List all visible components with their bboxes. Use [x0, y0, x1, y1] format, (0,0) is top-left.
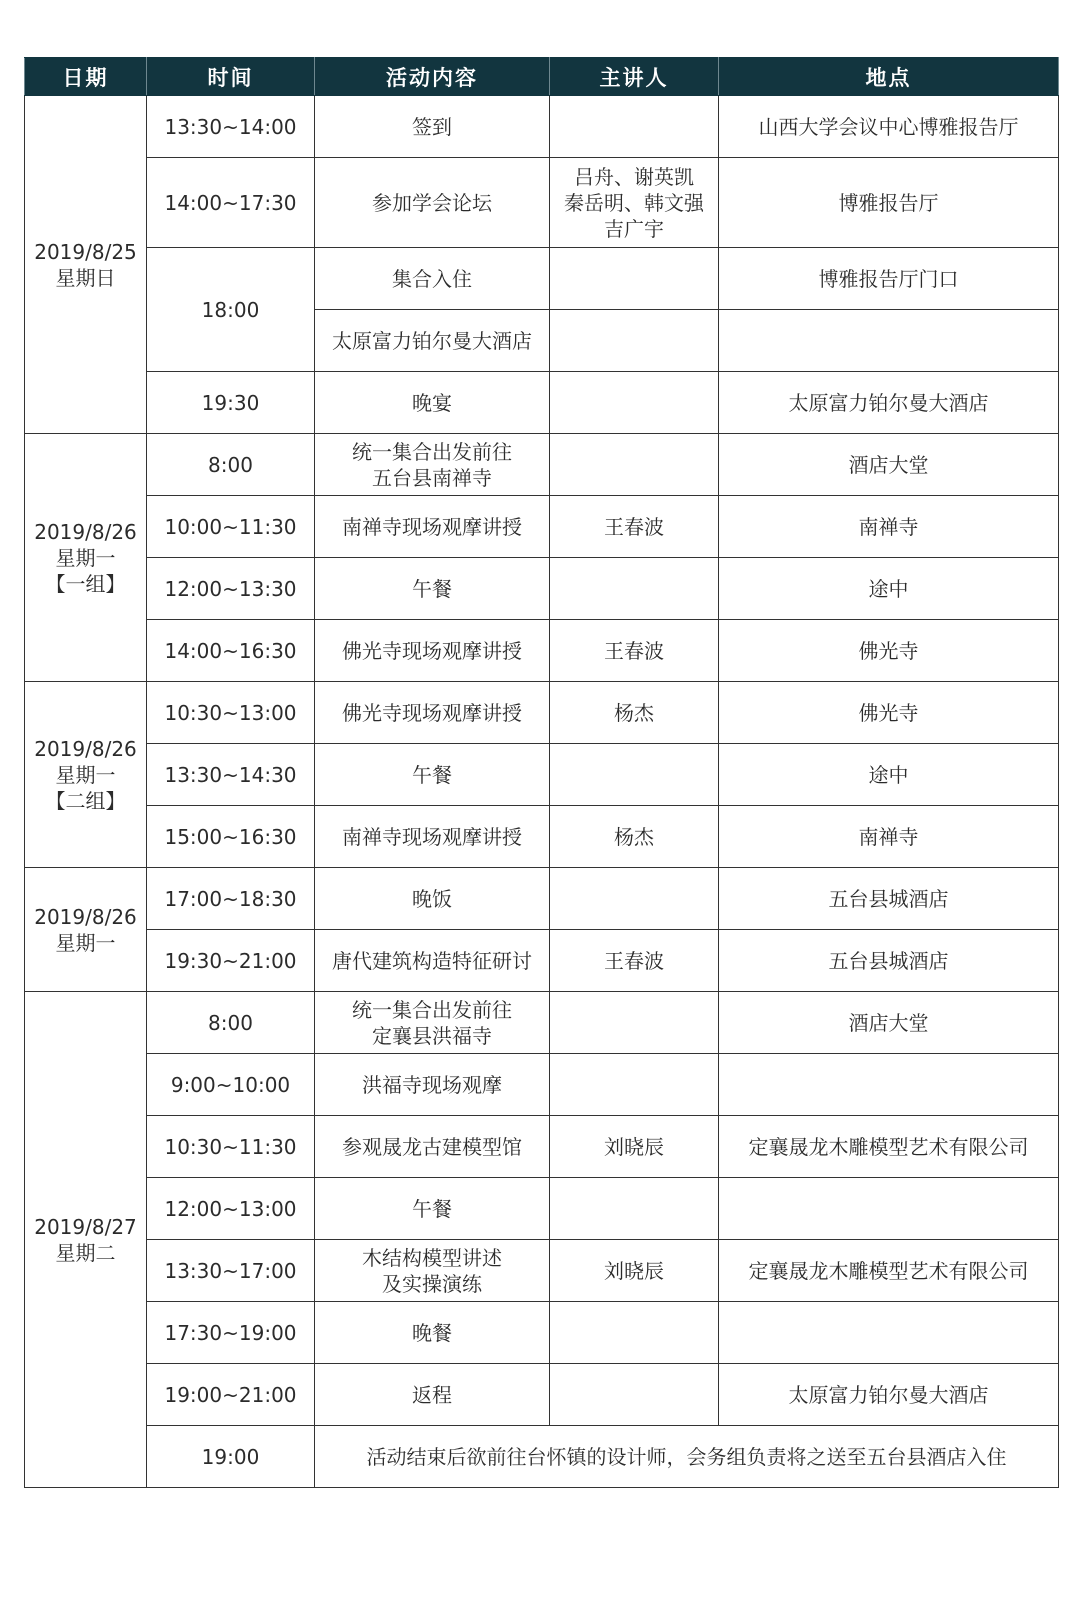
time-cell: 19:00 [147, 1426, 315, 1488]
activity-cell: 洪福寺现场观摩 [315, 1054, 550, 1116]
table-row [25, 620, 1059, 682]
note-cell: 活动结束后欲前往台怀镇的设计师，会务组负责将之送至五台县酒店入住 [315, 1426, 1059, 1488]
speaker-cell [550, 248, 719, 310]
header-speaker: 主讲人 [550, 58, 719, 96]
weekday-line: 星期一 [55, 930, 116, 955]
speaker-cell [550, 868, 719, 930]
table-row [25, 1240, 1059, 1302]
speaker-cell: 吕舟、谢英凯 秦岳明、韩文强 吉广宇 [550, 158, 719, 248]
activity-cell: 统一集合出发前往 定襄县洪福寺 [315, 992, 550, 1054]
activity-cell: 集合入住 [315, 248, 550, 310]
group-line: 【二组】 [45, 788, 126, 813]
table-row [25, 1426, 1059, 1488]
speaker-cell: 王春波 [550, 496, 719, 558]
weekday-line: 星期一 [55, 762, 116, 787]
table-row [25, 682, 1059, 744]
header-date: 日期 [25, 58, 147, 96]
location-cell: 定襄晟龙木雕模型艺术有限公司 [719, 1116, 1059, 1178]
activity-cell: 佛光寺现场观摩讲授 [315, 682, 550, 744]
time-cell: 10:00~11:30 [147, 496, 315, 558]
time-cell: 9:00~10:00 [147, 1054, 315, 1116]
table-header [25, 58, 1059, 96]
speaker-cell [550, 744, 719, 806]
time-cell: 15:00~16:30 [147, 806, 315, 868]
speaker-cell: 杨杰 [550, 806, 719, 868]
activity-cell: 木结构模型讲述 及实操演练 [315, 1240, 550, 1302]
location-cell [719, 310, 1059, 372]
table-row [25, 1054, 1059, 1116]
speaker-cell [550, 96, 719, 158]
activity-cell: 南禅寺现场观摩讲授 [315, 496, 550, 558]
table-row [25, 372, 1059, 434]
date-cell [25, 682, 147, 868]
location-cell [719, 1054, 1059, 1116]
table-row [25, 1364, 1059, 1426]
table-row [25, 96, 1059, 158]
speaker-cell: 刘晓辰 [550, 1116, 719, 1178]
location-cell [719, 1302, 1059, 1364]
activity-cell: 午餐 [315, 744, 550, 806]
speaker-cell [550, 372, 719, 434]
location-cell: 佛光寺 [719, 620, 1059, 682]
location-cell: 南禅寺 [719, 496, 1059, 558]
time-cell: 19:30~21:00 [147, 930, 315, 992]
group-line: 【一组】 [45, 571, 126, 596]
activity-cell: 午餐 [315, 1178, 550, 1240]
table-row [25, 868, 1059, 930]
location-cell: 途中 [719, 744, 1059, 806]
date-line: 2019/8/25 [34, 239, 137, 264]
activity-cell: 参加学会论坛 [315, 158, 550, 248]
activity-cell: 参观晟龙古建模型馆 [315, 1116, 550, 1178]
activity-cell: 晚宴 [315, 372, 550, 434]
speaker-cell [550, 992, 719, 1054]
activity-cell: 晚饭 [315, 868, 550, 930]
location-cell: 博雅报告厅门口 [719, 248, 1059, 310]
table-row [25, 744, 1059, 806]
location-cell: 太原富力铂尔曼大酒店 [719, 372, 1059, 434]
weekday-line: 星期日 [55, 265, 116, 290]
weekday-line: 星期一 [55, 545, 116, 570]
table-body [25, 96, 1059, 1488]
date-cell [25, 868, 147, 992]
speaker-cell [550, 434, 719, 496]
activity-cell: 晚餐 [315, 1302, 550, 1364]
location-cell: 酒店大堂 [719, 992, 1059, 1054]
activity-cell: 太原富力铂尔曼大酒店 [315, 310, 550, 372]
time-cell: 13:30~14:00 [147, 96, 315, 158]
time-cell: 14:00~17:30 [147, 158, 315, 248]
activity-cell: 签到 [315, 96, 550, 158]
speaker-cell: 王春波 [550, 620, 719, 682]
time-cell: 12:00~13:30 [147, 558, 315, 620]
time-cell: 8:00 [147, 434, 315, 496]
date-line: 2019/8/26 [34, 519, 137, 544]
weekday-line: 星期二 [55, 1240, 116, 1265]
location-cell: 太原富力铂尔曼大酒店 [719, 1364, 1059, 1426]
location-cell: 南禅寺 [719, 806, 1059, 868]
speaker-cell [550, 1364, 719, 1426]
speaker-cell [550, 1178, 719, 1240]
activity-cell: 返程 [315, 1364, 550, 1426]
speaker-cell [550, 558, 719, 620]
location-cell: 定襄晟龙木雕模型艺术有限公司 [719, 1240, 1059, 1302]
table-row [25, 248, 1059, 310]
header-location: 地点 [719, 58, 1059, 96]
table-row [25, 930, 1059, 992]
date-line: 2019/8/27 [34, 1214, 137, 1239]
time-cell: 14:00~16:30 [147, 620, 315, 682]
table-row [25, 806, 1059, 868]
activity-cell: 佛光寺现场观摩讲授 [315, 620, 550, 682]
table-row [25, 558, 1059, 620]
speaker-cell [550, 310, 719, 372]
table-row [25, 158, 1059, 248]
location-cell: 山西大学会议中心博雅报告厅 [719, 96, 1059, 158]
date-cell [25, 992, 147, 1488]
activity-cell: 午餐 [315, 558, 550, 620]
table-row [25, 1116, 1059, 1178]
table-row [25, 434, 1059, 496]
date-line: 2019/8/26 [34, 904, 137, 929]
location-cell: 五台县城酒店 [719, 868, 1059, 930]
location-cell: 佛光寺 [719, 682, 1059, 744]
time-cell: 18:00 [147, 248, 315, 372]
header-time: 时间 [147, 58, 315, 96]
time-cell: 12:00~13:00 [147, 1178, 315, 1240]
activity-cell: 南禅寺现场观摩讲授 [315, 806, 550, 868]
speaker-cell [550, 1302, 719, 1364]
location-cell: 博雅报告厅 [719, 158, 1059, 248]
speaker-cell: 王春波 [550, 930, 719, 992]
schedule-table [24, 57, 1059, 1488]
header-activity: 活动内容 [315, 58, 550, 96]
location-cell: 酒店大堂 [719, 434, 1059, 496]
table-row [25, 1178, 1059, 1240]
time-cell: 17:00~18:30 [147, 868, 315, 930]
time-cell: 10:30~13:00 [147, 682, 315, 744]
speaker-cell: 刘晓辰 [550, 1240, 719, 1302]
table-row [25, 1302, 1059, 1364]
time-cell: 19:00~21:00 [147, 1364, 315, 1426]
time-cell: 19:30 [147, 372, 315, 434]
activity-cell: 唐代建筑构造特征研讨 [315, 930, 550, 992]
time-cell: 8:00 [147, 992, 315, 1054]
date-cell [25, 434, 147, 682]
table-row [25, 992, 1059, 1054]
location-cell [719, 1178, 1059, 1240]
activity-cell: 统一集合出发前往 五台县南禅寺 [315, 434, 550, 496]
time-cell: 13:30~17:00 [147, 1240, 315, 1302]
date-line: 2019/8/26 [34, 736, 137, 761]
location-cell: 五台县城酒店 [719, 930, 1059, 992]
speaker-cell [550, 1054, 719, 1116]
header-row [25, 58, 1059, 96]
location-cell: 途中 [719, 558, 1059, 620]
date-cell [25, 96, 147, 434]
time-cell: 17:30~19:00 [147, 1302, 315, 1364]
time-cell: 10:30~11:30 [147, 1116, 315, 1178]
speaker-cell: 杨杰 [550, 682, 719, 744]
time-cell: 13:30~14:30 [147, 744, 315, 806]
table-row [25, 496, 1059, 558]
